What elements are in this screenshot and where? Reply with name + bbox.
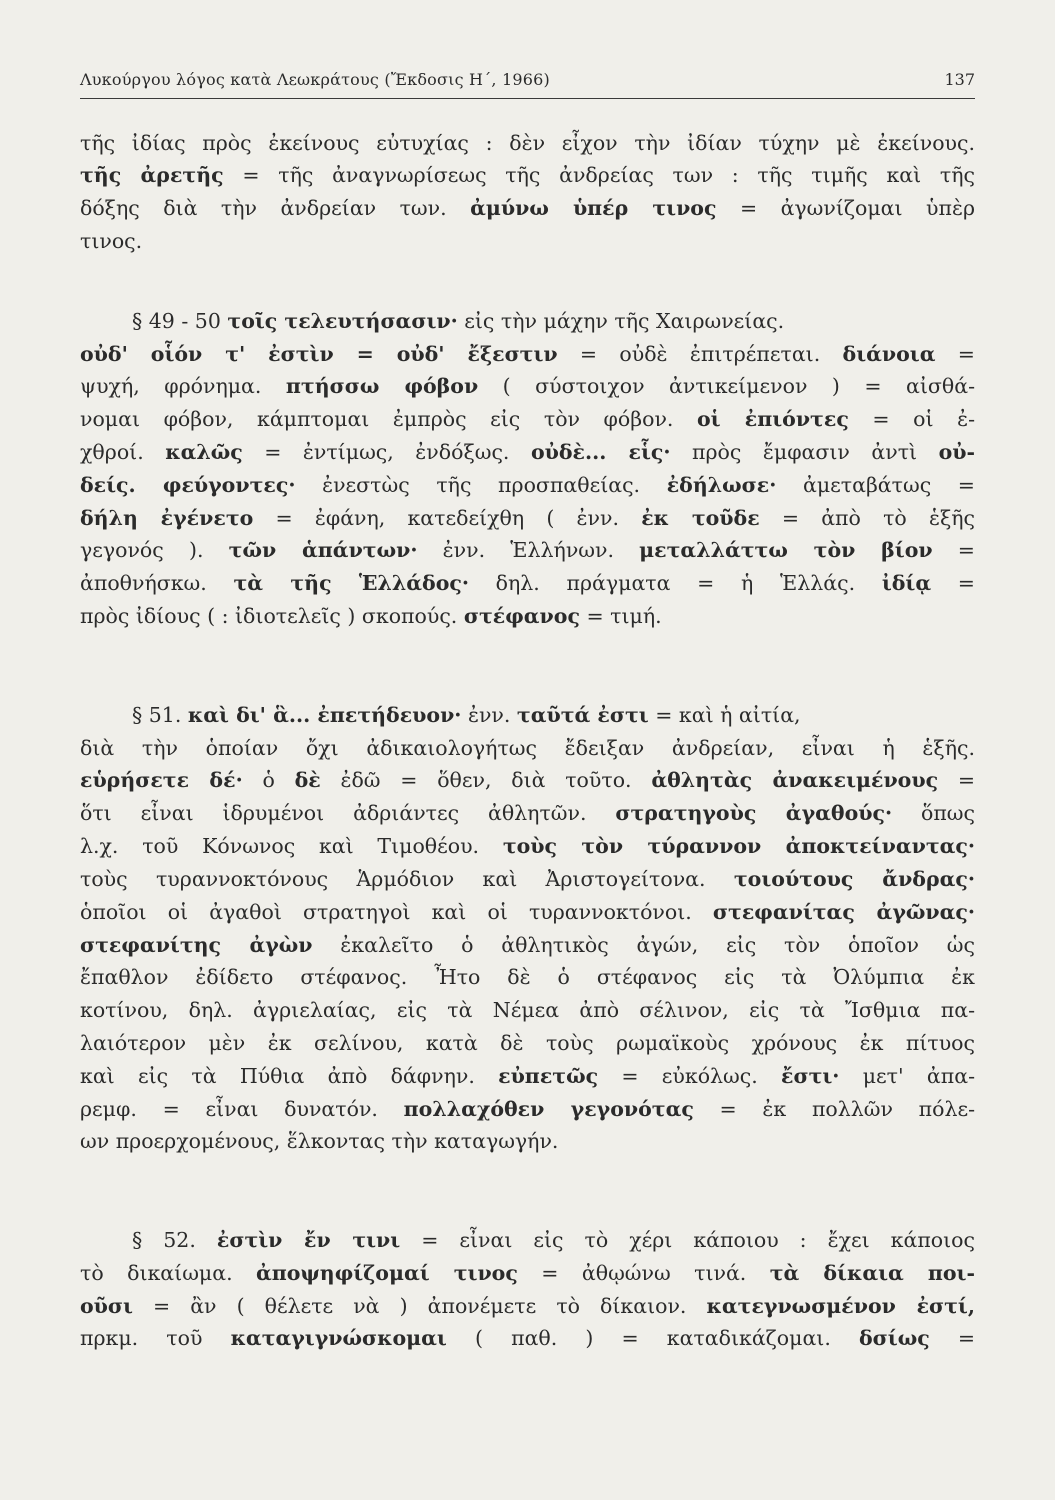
gloss: = ἂν ( θέλετε νὰ ) ἀπονέμετε τὸ δίκαιον. — [132, 1294, 707, 1318]
gloss: ρεμφ. = εἶναι δυνατόν. — [80, 1097, 404, 1121]
lemma: ἐδήλωσε· — [666, 473, 777, 497]
text-line — [80, 897, 975, 927]
lemma: οὐ- — [938, 440, 975, 464]
gloss: ἐδῶ = ὅθεν, διὰ τοῦτο. — [320, 768, 652, 792]
gloss: ἐκαλεῖτο ὁ ἀθλητικὸς ἀγών, εἰς τὸν ὁποῖον ὡς — [312, 933, 975, 957]
lemma: καλῶς — [165, 440, 243, 464]
gloss: δηλ. πράγματα = ἡ Ἑλλάς. — [468, 571, 882, 595]
lemma: ἐστὶν ἔν τινι — [216, 1228, 401, 1252]
lemma: οῦσι — [80, 1294, 133, 1318]
lemma: στεφανίτης ἀγὼν — [80, 933, 313, 957]
gloss: ψυχή, φρόνημα. — [80, 374, 286, 398]
page-number: 137 — [944, 70, 975, 89]
text-line — [132, 1225, 975, 1255]
text-line — [80, 864, 975, 894]
lemma: δήλη ἐγένετο — [80, 506, 254, 530]
gloss: ἐνν. — [461, 703, 517, 727]
lemma: τὰ δίκαια ποι- — [769, 1261, 975, 1285]
header-title: Λυκούργου λόγος κατὰ Λεωκράτους (Ἔκδοσις Η΄, 1966) — [80, 70, 550, 89]
gloss: λαιότερον μὲν ἐκ σελίνου, κατὰ δὲ τοὺς ρωμαϊκοὺς χρόνους ἐκ πίτυος — [80, 1031, 975, 1055]
text-line — [80, 1323, 975, 1353]
lemma: ἀποψηφίζομαί τινος — [256, 1261, 518, 1285]
lemma: δὲ — [294, 768, 321, 792]
gloss: ὅπως — [892, 801, 975, 825]
text-line — [80, 226, 975, 256]
text-line — [80, 371, 975, 401]
gloss: ἀμεταβάτως = — [776, 473, 975, 497]
lemma: ἀθλητὰς ἀνακειμένους — [651, 768, 939, 792]
gloss: χθροί. — [80, 440, 166, 464]
gloss: = — [938, 768, 975, 792]
gloss: ων προερχομένους, ἕλκοντας τὴν καταγωγήν. — [80, 1129, 559, 1153]
gloss: νομαι φόβον, κάμπτομαι ἐμπρὸς εἰς τὸν φόβον. — [80, 407, 697, 431]
gloss: = καὶ ἡ αἰτία, — [648, 703, 801, 727]
text-line — [80, 193, 975, 223]
text-line — [80, 503, 975, 533]
gloss: = εὐκόλως. — [598, 1064, 782, 1088]
gloss: ( παθ. ) = καταδικάζομαι. — [446, 1326, 859, 1350]
text-line — [80, 1126, 975, 1156]
lemma: ἐκ τοῦδε — [641, 506, 760, 530]
text-line — [80, 733, 975, 763]
text-line — [80, 798, 975, 828]
lemma: εὐπετῶς — [498, 1064, 599, 1088]
lemma: εὑρήσετε δέ· — [80, 768, 243, 792]
text-line — [80, 568, 975, 598]
text-line — [80, 1291, 975, 1321]
gloss: ἔπαθλον ἐδίδετο στέφανος. Ἦτο δὲ ὁ στέφανος εἰς τὰ Ὀλύμπια ἐκ — [80, 965, 975, 989]
text-line — [80, 831, 975, 861]
text-line — [80, 995, 975, 1025]
gloss: τὸ δικαίωμα. — [80, 1261, 257, 1285]
lemma: οὐδ' οἷόν τ' ἐστὶν = οὐδ' ἔξεστιν — [80, 342, 558, 366]
gloss: τῆς ἰδίας πρὸς ἐκείνους εὐτυχίας : δὲν εἶχον τὴν ἰδίαν τύχην μὲ ἐκείνους. — [80, 131, 975, 155]
lemma: πτήσσω φόβον — [285, 374, 479, 398]
gloss: = — [929, 1326, 975, 1350]
gloss: = τιμή. — [579, 604, 662, 628]
text-line — [80, 404, 975, 434]
gloss: πρκμ. τοῦ — [80, 1326, 231, 1350]
text-line — [80, 601, 975, 631]
lemma: καταγιγνώσκομαι — [230, 1326, 447, 1350]
gloss: = ἐντίμως, ἐνδόξως. — [242, 440, 531, 464]
lemma: κατεγνωσμένον ἐστί, — [706, 1294, 975, 1318]
gloss: § 49 - 50 — [132, 309, 228, 333]
gloss: = ἐκ πολλῶν πόλε- — [693, 1097, 975, 1121]
text-line — [132, 306, 975, 336]
lemma: οὐδὲ... εἷς· — [530, 440, 671, 464]
gloss: κοτίνου, δηλ. ἀγριελαίας, εἰς τὰ Νέμεα ἀπὸ σέλινον, εἰς τὰ Ἴσθμια πα- — [80, 998, 975, 1022]
lemma: τῆς ἀρετῆς — [80, 163, 224, 187]
lemma: μεταλλάττω τὸν βίον — [639, 538, 933, 562]
gloss: λ.χ. τοῦ Κόνωνος καὶ Τιμοθέου. — [80, 834, 503, 858]
gloss: = ἀπὸ τὸ ἑξῆς — [759, 506, 975, 530]
gloss: § 52. — [132, 1228, 217, 1252]
lemma: ἰδίᾳ — [881, 571, 932, 595]
gloss: = — [931, 571, 975, 595]
gloss: εἰς τὴν μάχην τῆς Χαιρωνείας. — [457, 309, 785, 333]
lemma: τοιούτους ἄνδρας· — [733, 867, 975, 891]
lemma: ἀμύνω ὑπέρ τινος — [470, 196, 717, 220]
gloss: καὶ εἰς τὰ Πύθια ἀπὸ δάφνην. — [80, 1064, 499, 1088]
lemma: στρατηγοὺς ἀγαθούς· — [615, 801, 893, 825]
text-line — [80, 765, 975, 795]
gloss: = — [935, 342, 975, 366]
gloss: = ἐφάνη, κατεδείχθη ( ἐνν. — [253, 506, 642, 530]
lemma: στεφανίτας ἀγῶνας· — [712, 900, 975, 924]
gloss: διὰ τὴν ὁποίαν ὄχι ἀδικαιολογήτως ἔδειξαν ἀνδρείαν, εἶναι ἡ ἑξῆς. — [80, 736, 975, 760]
lemma: τοῖς τελευτήσασιν· — [227, 309, 458, 333]
lemma: στέφανος — [463, 604, 580, 628]
gloss: ( σύστοιχον ἀντικείμενον ) = αἰσθά- — [478, 374, 976, 398]
lemma: τὰ τῆς Ἑλλάδος· — [233, 571, 469, 595]
text-line — [80, 470, 975, 500]
lemma: τοὺς τὸν τύραννον ἀποκτείναντας· — [502, 834, 976, 858]
gloss: = — [932, 538, 975, 562]
text-line — [80, 128, 975, 158]
text-line — [80, 535, 975, 565]
gloss: ἀποθνήσκω. — [80, 571, 234, 595]
gloss: ὁ — [242, 768, 295, 792]
lemma: οἱ ἐπιόντες — [697, 407, 849, 431]
gloss: ἐνεστὼς τῆς προσπαθείας. — [295, 473, 667, 497]
gloss: πρὸς ἔμφασιν ἀντὶ — [670, 440, 939, 464]
text-line — [80, 930, 975, 960]
gloss: = οὐδὲ ἐπιτρέπεται. — [557, 342, 843, 366]
gloss: πρὸς ἰδίους ( : ἰδιοτελεῖς ) σκοπούς. — [80, 604, 464, 628]
lemma: τῶν ἁπάντων· — [228, 538, 418, 562]
gloss: ὅτι εἶναι ἱδρυμένοι ἀδριάντες ἀθλητῶν. — [80, 801, 616, 825]
gloss: ἐνν. Ἑλλήνων. — [417, 538, 640, 562]
gloss: τινος. — [80, 229, 143, 253]
text-line — [80, 1094, 975, 1124]
lemma: ἔστι· — [781, 1064, 840, 1088]
lemma: πολλαχόθεν γεγονότας — [403, 1097, 694, 1121]
text-line — [80, 1028, 975, 1058]
lemma: δσίως — [858, 1326, 930, 1350]
gloss: = εἶναι εἰς τὸ χέρι κάποιου : ἔχει κάποιος — [400, 1228, 975, 1252]
lemma: ταῦτά ἐστι — [516, 703, 649, 727]
lemma: δείς. φεύγοντες· — [80, 473, 296, 497]
text-line — [80, 1061, 975, 1091]
text-line — [80, 160, 975, 190]
text-line — [132, 700, 975, 730]
gloss: § 51. — [132, 703, 188, 727]
gloss: = τῆς ἀναγνωρίσεως τῆς ἀνδρείας των : τῆς τιμῆς καὶ τῆς — [223, 163, 975, 187]
text-line — [80, 1258, 975, 1288]
lemma: καὶ δι' ἃ... ἐπετήδευον· — [187, 703, 462, 727]
gloss: δόξης διὰ τὴν ἀνδρείαν των. — [80, 196, 471, 220]
gloss: = ἀθῳώνω τινά. — [517, 1261, 770, 1285]
gloss: μετ' ἀπα- — [839, 1064, 975, 1088]
running-header — [80, 64, 975, 99]
gloss: = ἀγωνίζομαι ὑπὲρ — [716, 196, 976, 220]
text-line — [80, 437, 975, 467]
gloss: γεγονός ). — [80, 538, 229, 562]
gloss: τοὺς τυραννοκτόνους Ἁρμόδιον καὶ Ἀριστογείτονα. — [80, 867, 734, 891]
gloss: = οἱ ἐ- — [848, 407, 975, 431]
gloss: ὁποῖοι οἱ ἀγαθοὶ στρατηγοὶ καὶ οἱ τυραννοκτόνοι. — [80, 900, 713, 924]
text-line — [80, 962, 975, 992]
lemma: διάνοια — [842, 342, 936, 366]
text-line — [80, 339, 975, 369]
